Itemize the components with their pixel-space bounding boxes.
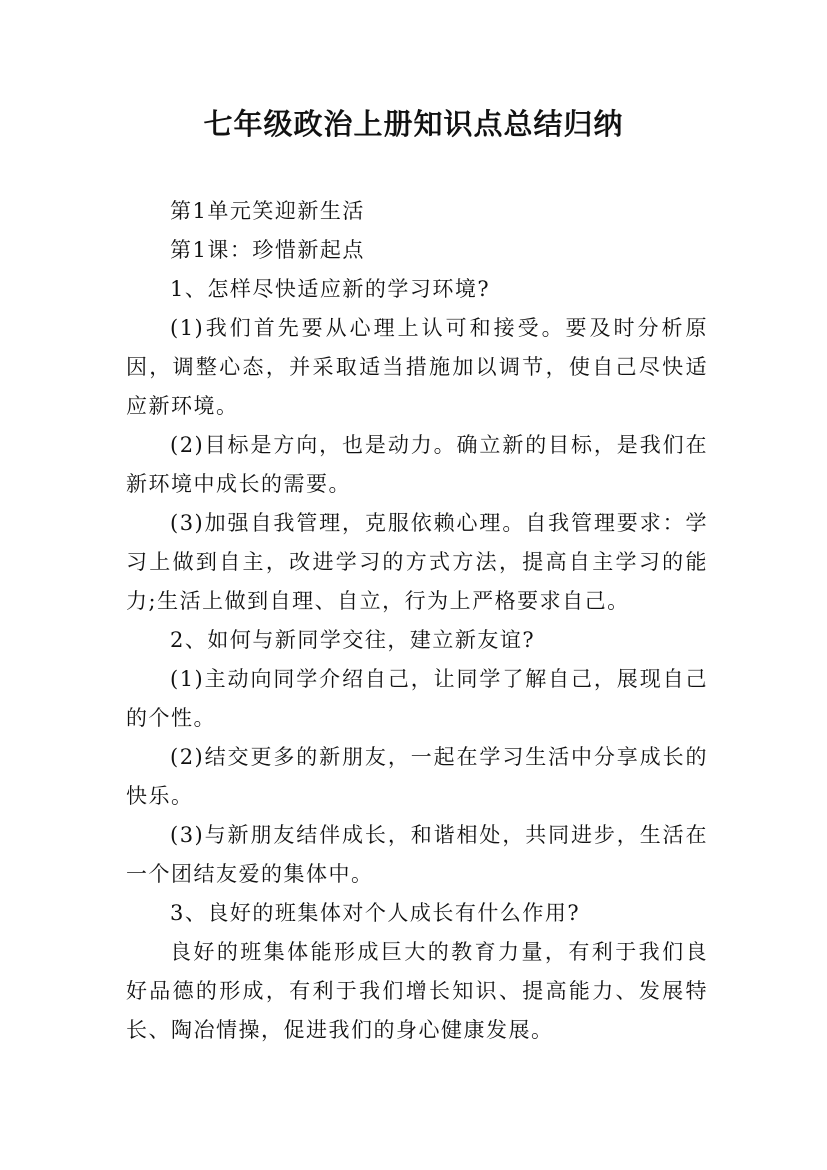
answer-2-point-1: (1)主动向同学介绍自己，让同学了解自己，展现自己的个性。 [126, 667, 708, 730]
document-title: 七年级政治上册知识点总结归纳 [203, 107, 624, 141]
question-1: 1、怎样尽快适应新的学习环境? [170, 277, 491, 301]
lesson-heading: 第1课：珍惜新起点 [170, 238, 365, 262]
answer-1-point-1: (1)我们首先要从心理上认可和接受。要及时分析原因，调整心态，并采取适当措施加以调节，使自己尽快适应新环境。 [126, 316, 708, 418]
answer-1-point-2: (2)目标是方向，也是动力。确立新的目标，是我们在新环境中成长的需要。 [126, 433, 708, 496]
question-3: 3、良好的班集体对个人成长有什么作用? [170, 901, 581, 925]
document-body [126, 192, 708, 1050]
unit-heading: 第1单元笑迎新生活 [170, 199, 365, 223]
answer-3: 良好的班集体能形成巨大的教育力量，有利于我们良好品德的形成，有利于我们增长知识、提高能力、发展特长、陶冶情操，促进我们的身心健康发展。 [126, 940, 708, 1042]
answer-2-point-3: (3)与新朋友结伴成长，和谐相处，共同进步，生活在一个团结友爱的集体中。 [126, 823, 708, 886]
answer-1-point-3: (3)加强自我管理，克服依赖心理。自我管理要求：学习上做到自主，改进学习的方式方法，提高自主学习的能力;生活上做到自理、自立，行为上严格要求自己。 [126, 511, 708, 613]
answer-2-point-2: (2)结交更多的新朋友，一起在学习生活中分享成长的快乐。 [126, 745, 708, 808]
question-2: 2、如何与新同学交往，建立新友谊? [170, 628, 536, 652]
